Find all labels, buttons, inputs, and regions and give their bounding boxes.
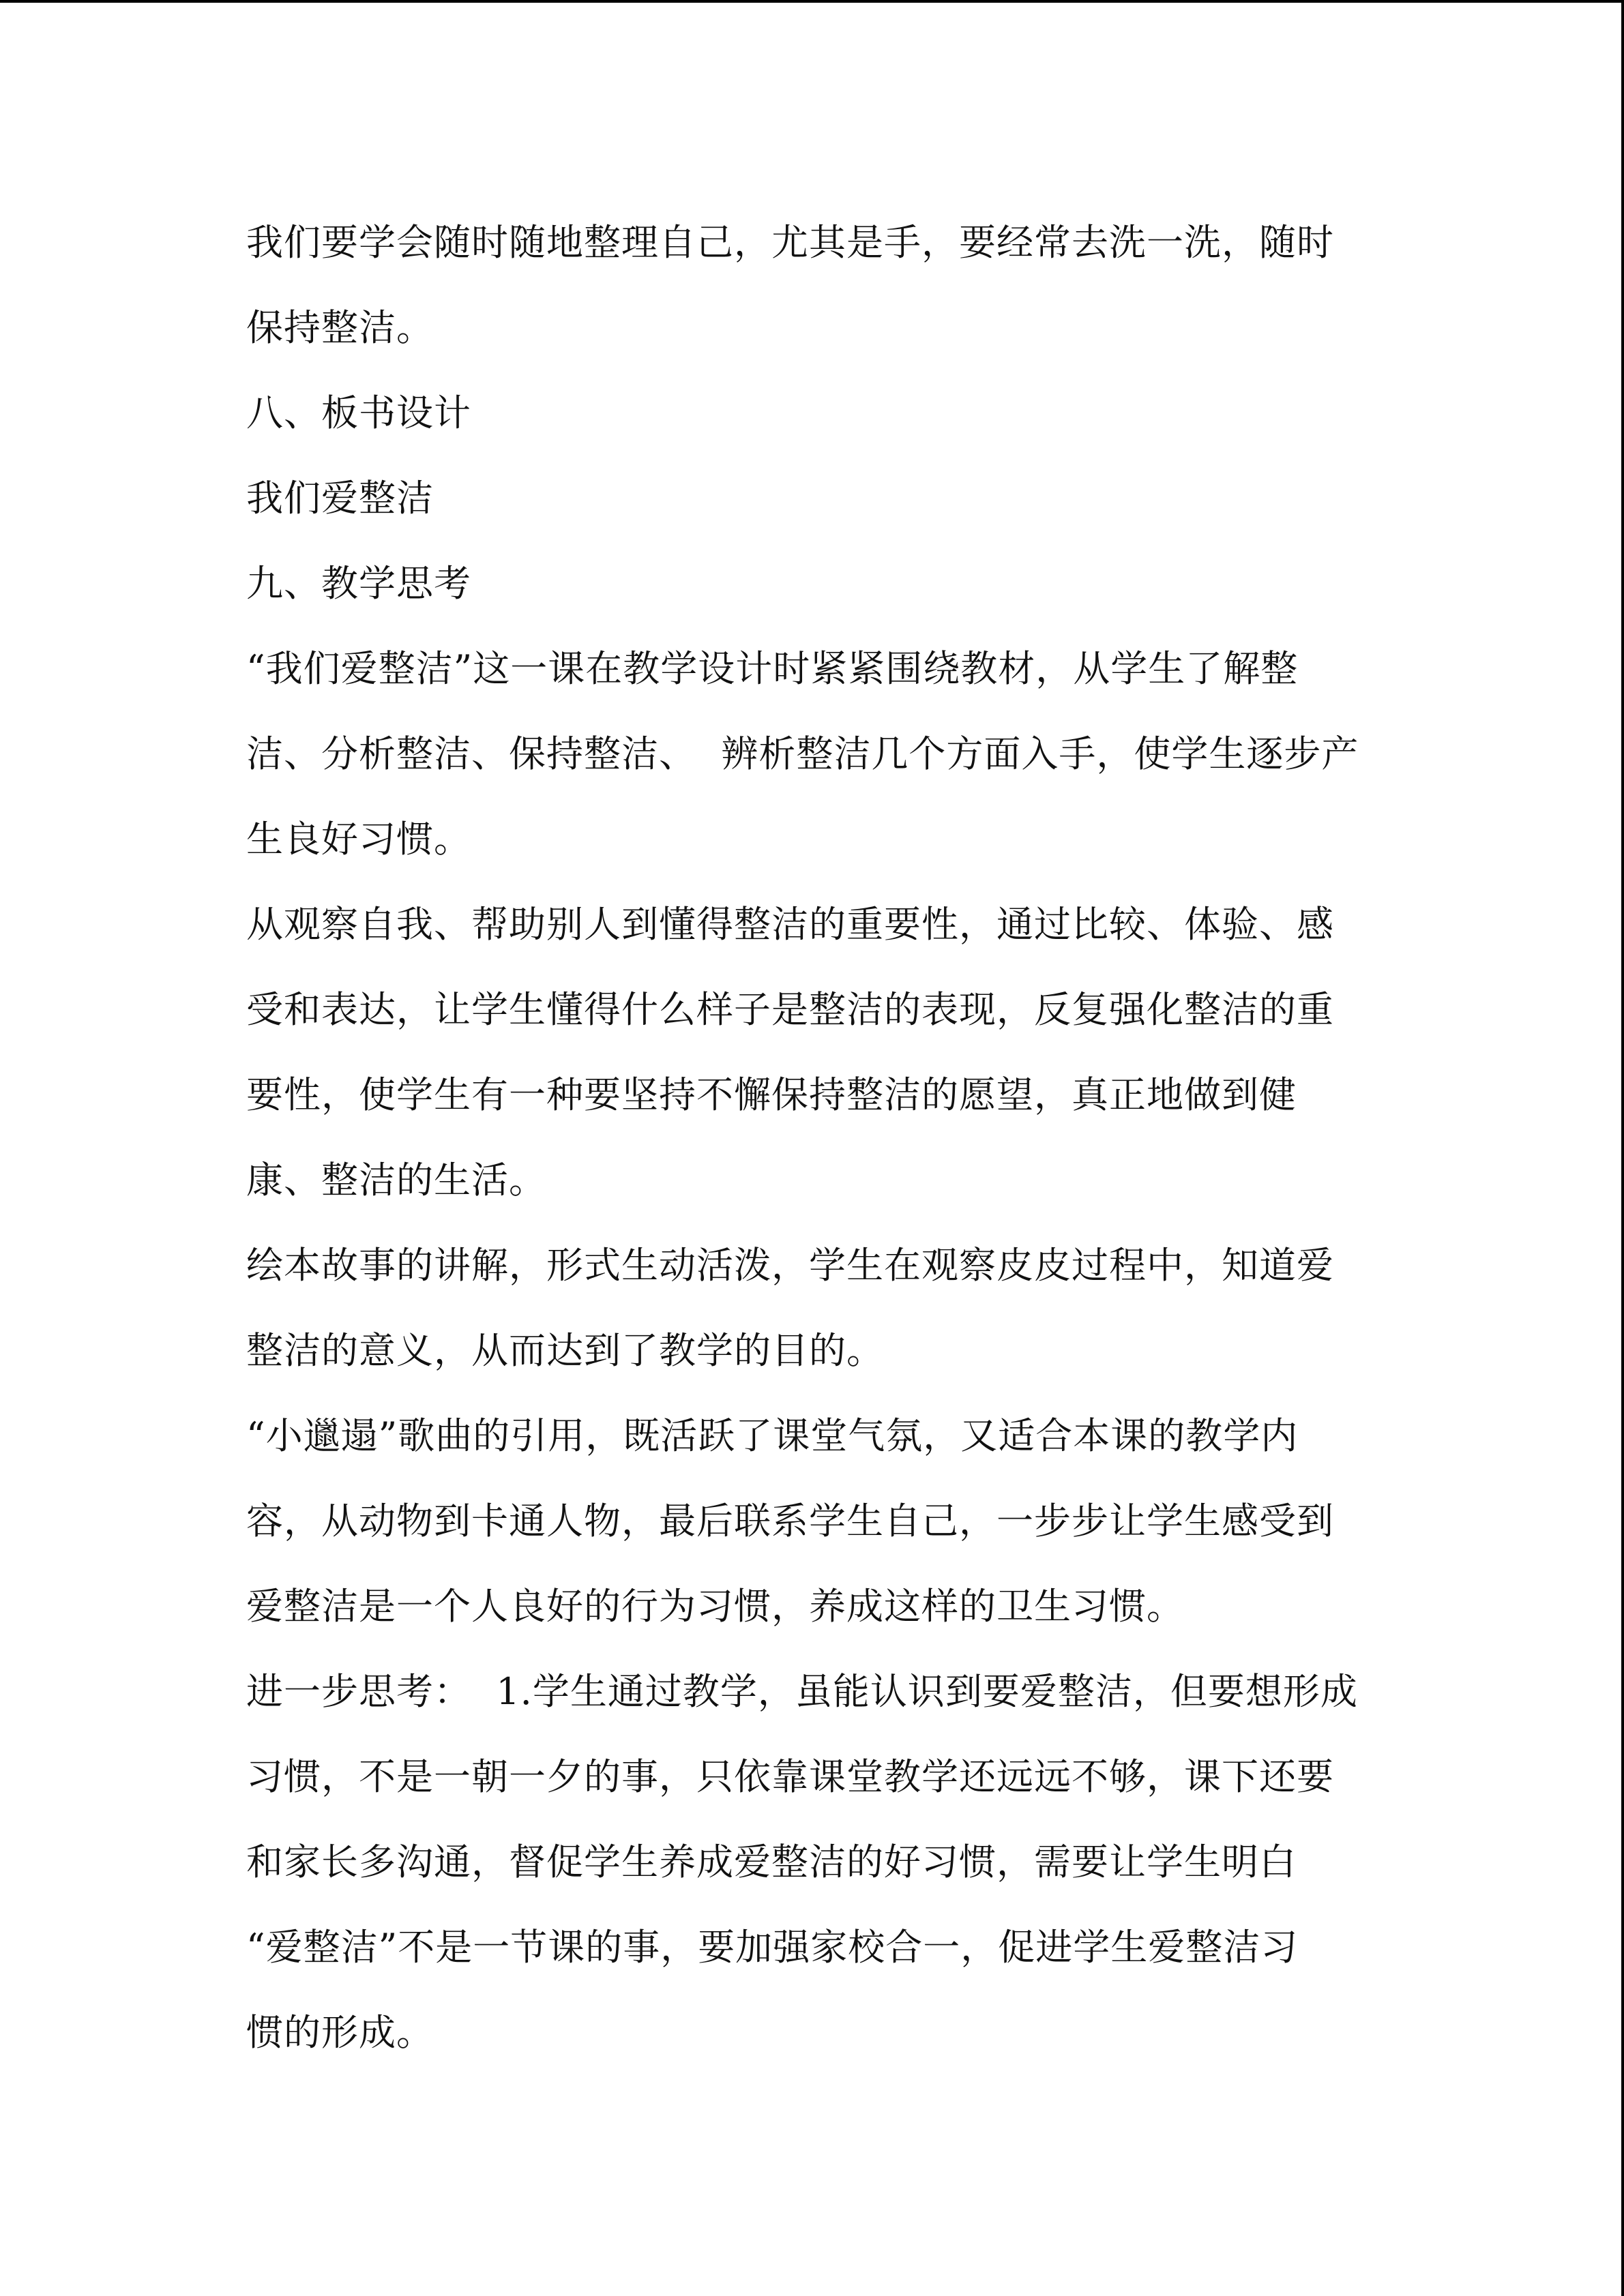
text-line: “我们爱整洁”这一课在教学设计时紧紧围绕教材，从学生了解整 xyxy=(246,647,1299,690)
text-line: 习惯，不是一朝一夕的事，只依靠课堂教学还远远不够，课下还要 xyxy=(246,1755,1334,1798)
text-line: “爱整洁”不是一节课的事，要加强家校合一，促进学生爱整洁习 xyxy=(246,1926,1299,1969)
text-line: 爱整洁是一个人良好的行为习惯，养成这样的卫生习惯。 xyxy=(246,1585,1184,1628)
text-line: 我们爱整洁 xyxy=(246,477,434,520)
text-line: 容，从动物到卡通人物，最后联系学生自己，一步步让学生感受到 xyxy=(246,1500,1334,1542)
text-line: 保持整洁。 xyxy=(246,306,434,349)
text-line: 和家长多沟通，督促学生养成爱整洁的好习惯，需要让学生明白 xyxy=(246,1840,1297,1883)
text-line: 要性，使学生有一种要坚持不懈保持整洁的愿望，真正地做到健 xyxy=(246,1073,1297,1116)
text-line: 绘本故事的讲解，形式生动活泼，学生在观察皮皮过程中，知道爱 xyxy=(246,1244,1334,1287)
text-line: 受和表达，让学生懂得什么样子是整洁的表现，反复强化整洁的重 xyxy=(246,988,1334,1031)
text-line: 进一步思考： 1.学生通过教学，虽能认识到要爱整洁，但要想形成 xyxy=(246,1670,1358,1713)
text-line: “小邋遢”歌曲的引用，既活跃了课堂气氛，又适合本课的教学内 xyxy=(246,1414,1299,1457)
text-line: 整洁的意义，从而达到了教学的目的。 xyxy=(246,1329,884,1372)
text-line: 从观察自我、帮助别人到懂得整洁的重要性，通过比较、体验、感 xyxy=(246,903,1334,946)
document-body xyxy=(246,200,1378,2075)
text-line: 生良好习惯。 xyxy=(246,818,471,861)
section-heading: 八、板书设计 xyxy=(246,391,471,434)
section-heading: 九、教学思考 xyxy=(246,562,471,605)
text-line: 洁、分析整洁、保持整洁、 辨析整洁几个方面入手，使学生逐步产 xyxy=(246,732,1359,775)
text-line: 康、整洁的生活。 xyxy=(246,1159,546,1202)
text-line: 我们要学会随时随地整理自己，尤其是手，要经常去洗一洗，随时 xyxy=(246,221,1334,264)
text-line: 惯的形成。 xyxy=(246,2011,434,2054)
